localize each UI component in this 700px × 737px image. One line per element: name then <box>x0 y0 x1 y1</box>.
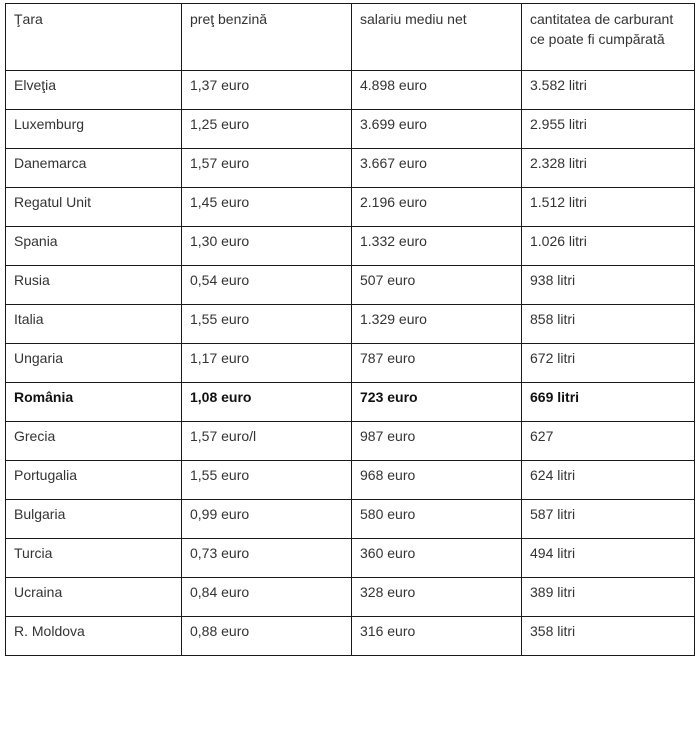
cell-quantity: 358 litri <box>522 617 695 656</box>
cell-price: 1,25 euro <box>182 110 352 149</box>
table-row <box>6 266 695 305</box>
cell-salary: 3.667 euro <box>352 149 522 188</box>
cell-quantity: 624 litri <box>522 461 695 500</box>
cell-quantity: 587 litri <box>522 500 695 539</box>
cell-country: Elveţia <box>6 71 182 110</box>
cell-price: 1,55 euro <box>182 461 352 500</box>
cell-country: Ungaria <box>6 344 182 383</box>
cell-country: Spania <box>6 227 182 266</box>
table-row <box>6 617 695 656</box>
fuel-price-table <box>5 3 695 656</box>
table-row <box>6 344 695 383</box>
cell-price: 1,55 euro <box>182 305 352 344</box>
header-net-salary: salariu mediu net <box>352 4 522 71</box>
cell-price: 1,37 euro <box>182 71 352 110</box>
cell-price: 1,30 euro <box>182 227 352 266</box>
cell-quantity: 1.026 litri <box>522 227 695 266</box>
cell-price: 1,08 euro <box>182 383 352 422</box>
cell-country: R. Moldova <box>6 617 182 656</box>
cell-country: Rusia <box>6 266 182 305</box>
cell-quantity: 669 litri <box>522 383 695 422</box>
header-country: Ţara <box>6 4 182 71</box>
cell-salary: 987 euro <box>352 422 522 461</box>
cell-price: 1,57 euro/l <box>182 422 352 461</box>
cell-salary: 1.329 euro <box>352 305 522 344</box>
table-row <box>6 539 695 578</box>
cell-quantity: 672 litri <box>522 344 695 383</box>
table-row <box>6 578 695 617</box>
table-row <box>6 422 695 461</box>
cell-price: 0,88 euro <box>182 617 352 656</box>
cell-price: 1,57 euro <box>182 149 352 188</box>
table-row <box>6 71 695 110</box>
cell-quantity: 627 <box>522 422 695 461</box>
table-row <box>6 110 695 149</box>
cell-country: Portugalia <box>6 461 182 500</box>
cell-quantity: 938 litri <box>522 266 695 305</box>
cell-price: 0,99 euro <box>182 500 352 539</box>
table-row <box>6 305 695 344</box>
cell-salary: 787 euro <box>352 344 522 383</box>
cell-salary: 4.898 euro <box>352 71 522 110</box>
table-row <box>6 188 695 227</box>
table-row <box>6 461 695 500</box>
cell-price: 0,54 euro <box>182 266 352 305</box>
cell-salary: 1.332 euro <box>352 227 522 266</box>
cell-country: Ucraina <box>6 578 182 617</box>
cell-quantity: 389 litri <box>522 578 695 617</box>
cell-quantity: 858 litri <box>522 305 695 344</box>
cell-salary: 3.699 euro <box>352 110 522 149</box>
cell-country: România <box>6 383 182 422</box>
cell-quantity: 2.328 litri <box>522 149 695 188</box>
table-header-row <box>6 4 695 71</box>
cell-price: 0,84 euro <box>182 578 352 617</box>
cell-price: 1,45 euro <box>182 188 352 227</box>
header-fuel-price: preţ benzină <box>182 4 352 71</box>
table-row <box>6 149 695 188</box>
cell-salary: 360 euro <box>352 539 522 578</box>
cell-country: Grecia <box>6 422 182 461</box>
header-fuel-quantity: cantitatea de carburant ce poate fi cumpărată <box>522 4 695 71</box>
cell-quantity: 494 litri <box>522 539 695 578</box>
cell-salary: 2.196 euro <box>352 188 522 227</box>
cell-country: Italia <box>6 305 182 344</box>
cell-salary: 507 euro <box>352 266 522 305</box>
cell-price: 1,17 euro <box>182 344 352 383</box>
cell-price: 0,73 euro <box>182 539 352 578</box>
cell-country: Danemarca <box>6 149 182 188</box>
table-row <box>6 500 695 539</box>
cell-salary: 968 euro <box>352 461 522 500</box>
table-row <box>6 227 695 266</box>
cell-salary: 316 euro <box>352 617 522 656</box>
cell-country: Bulgaria <box>6 500 182 539</box>
cell-country: Turcia <box>6 539 182 578</box>
cell-country: Luxemburg <box>6 110 182 149</box>
cell-quantity: 3.582 litri <box>522 71 695 110</box>
cell-quantity: 1.512 litri <box>522 188 695 227</box>
cell-salary: 723 euro <box>352 383 522 422</box>
cell-quantity: 2.955 litri <box>522 110 695 149</box>
cell-salary: 328 euro <box>352 578 522 617</box>
cell-salary: 580 euro <box>352 500 522 539</box>
table-row-highlighted <box>6 383 695 422</box>
cell-country: Regatul Unit <box>6 188 182 227</box>
